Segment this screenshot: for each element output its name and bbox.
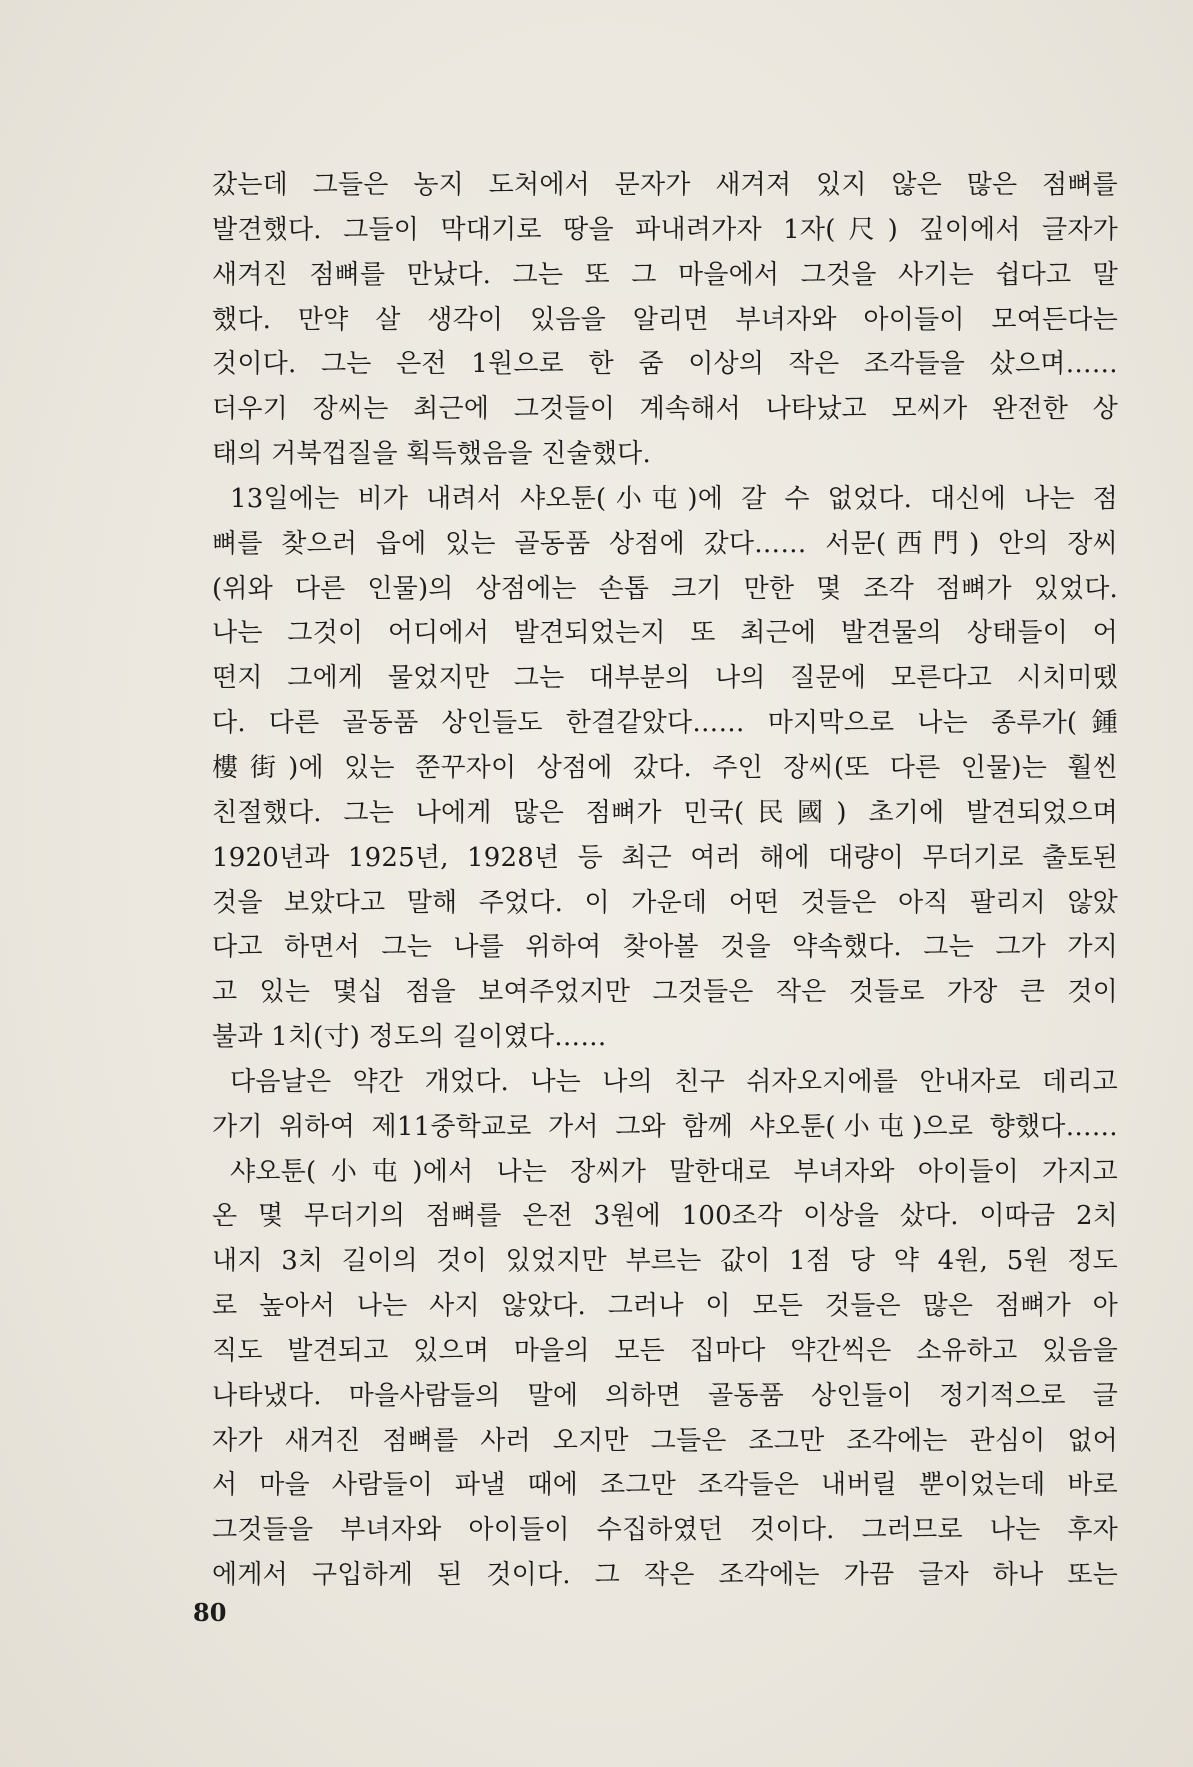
text-line: 나타냈다. 마을사람들의 말에 의하면 골동품 상인들이 정기적으로 글 [212,1380,1118,1411]
text-line: 에게서 구입하게 된 것이다. 그 작은 조각에는 가끔 글자 하나 또는 [212,1560,1118,1591]
text-line: 나는 그것이 어디에서 발견되었는지 또 최근에 발견물의 상태들이 어 [212,618,1118,649]
text-line: 불과 1치(寸) 정도의 길이였다…… [212,1022,607,1053]
text-line: 것이다. 그는 은전 1원으로 한 줌 이상의 작은 조각들을 샀으며…… [212,349,1118,380]
page-number: 80 [193,1598,227,1627]
text-line: 다. 다른 골동품 상인들도 한결같았다…… 마지막으로 나는 종루가(鍾 [212,708,1118,739]
text-line: 샤오툰(小屯)에서 나는 장씨가 말한대로 부녀자와 아이들이 가지고 [230,1156,1118,1187]
text-line: 樓街)에 있는 쭌꾸자이 상점에 갔다. 주인 장씨(또 다른 인물)는 훨씬 [212,752,1118,783]
text-line: 그것들을 부녀자와 아이들이 수집하였던 것이다. 그러므로 나는 후자 [212,1515,1118,1546]
text-line: 13일에는 비가 내려서 샤오툰(小屯)에 갈 수 없었다. 대신에 나는 점 [230,483,1118,514]
text-line: 태의 거북껍질을 획득했음을 진술했다. [212,439,651,470]
text-line: 서 마을 사람들이 파낼 때에 조그만 조각들은 내버릴 뿐이었는데 바로 [212,1470,1118,1501]
body-text [212,163,1118,1598]
text-line: 자가 새겨진 점뼈를 사러 오지만 그들은 조그만 조각에는 관심이 없어 [212,1425,1118,1456]
text-line: 다음날은 약간 개었다. 나는 나의 친구 쉬자오지에를 안내자로 데리고 [230,1066,1118,1097]
text-line: 온 몇 무더기의 점뼈를 은전 3원에 100조각 이상을 샀다. 이따금 2치 [212,1201,1118,1232]
text-line: 것을 보았다고 말해 주었다. 이 가운데 어떤 것들은 아직 팔리지 않았 [212,887,1118,918]
text-line: 내지 3치 길이의 것이 있었지만 부르는 값이 1점 당 약 4원, 5원 정도 [212,1246,1118,1277]
text-line: 다고 하면서 그는 나를 위하여 찾아볼 것을 약속했다. 그는 그가 가지 [212,932,1118,963]
text-line: 더우기 장씨는 최근에 그것들이 계속해서 나타났고 모씨가 완전한 상 [212,394,1118,425]
text-line: 고 있는 몇십 점을 보여주었지만 그것들은 작은 것들로 가장 큰 것이 [212,977,1118,1008]
text-line: 뼈를 찾으러 읍에 있는 골동품 상점에 갔다…… 서문(西門) 안의 장씨 [212,528,1118,559]
text-line: (위와 다른 인물)의 상점에는 손톱 크기 만한 몇 조각 점뼈가 있었다. [212,573,1118,604]
text-line: 직도 발견되고 있으며 마을의 모든 집마다 약간씩은 소유하고 있음을 [212,1335,1118,1366]
text-line: 했다. 만약 살 생각이 있음을 알리면 부녀자와 아이들이 모여든다는 [212,304,1118,335]
text-line: 로 높아서 나는 사지 않았다. 그러나 이 모든 것들은 많은 점뼈가 아 [212,1291,1118,1322]
text-line: 친절했다. 그는 나에게 많은 점뼈가 민국(民國) 초기에 발견되었으며 [212,797,1118,828]
text-line: 떤지 그에게 물었지만 그는 대부분의 나의 질문에 모른다고 시치미뗐 [212,663,1118,694]
text-line: 새겨진 점뼈를 만났다. 그는 또 그 마을에서 그것을 사기는 쉽다고 말 [212,259,1118,290]
text-line: 갔는데 그들은 농지 도처에서 문자가 새겨져 있지 않은 많은 점뼈를 [212,170,1118,200]
text-line: 1920년과 1925년, 1928년 등 최근 여러 해에 대량이 무더기로 출토된 [212,842,1118,873]
text-line: 가기 위하여 제11중학교로 가서 그와 함께 샤오툰(小屯)으로 향했다…… [212,1111,1118,1142]
text-line: 발견했다. 그들이 막대기로 땅을 파내려가자 1자(尺) 깊이에서 글자가 [212,214,1118,245]
